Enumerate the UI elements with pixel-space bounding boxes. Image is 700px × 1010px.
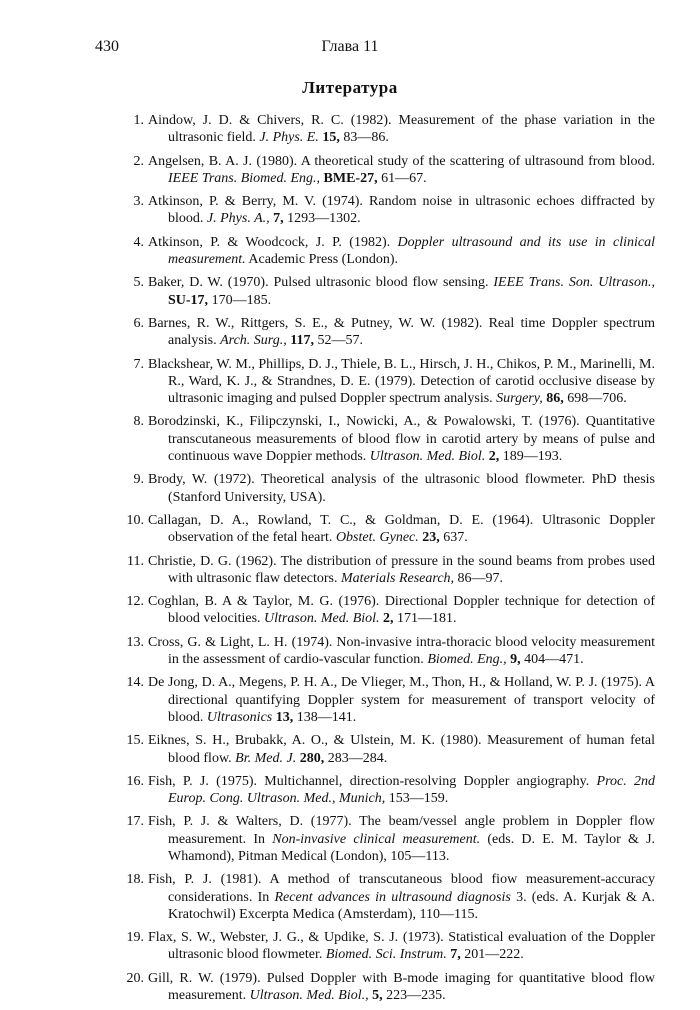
reference-item <box>95 274 655 309</box>
reference-text: Fish, P. J. (1975). Multichannel, direction-resolving Doppler angiography. <box>148 773 597 789</box>
reference-volume: 23, <box>418 530 440 546</box>
reference-text: Coghlan, B. A & Taylor, M. G. (1976). Directional Doppler technique for detection of blood velocities. <box>148 594 655 627</box>
reference-item <box>95 153 655 188</box>
reference-item <box>95 732 655 767</box>
reference-number: 7. <box>133 356 144 372</box>
reference-volume: 86, <box>542 391 564 407</box>
reference-item <box>95 193 655 228</box>
reference-item <box>95 512 655 547</box>
reference-item <box>95 813 655 865</box>
reference-pages: 637. <box>439 530 468 546</box>
reference-item <box>95 674 655 726</box>
reference-volume: 9, <box>506 652 521 668</box>
reference-pages: 404—471. <box>520 652 584 668</box>
reference-pages: 223—235. <box>382 988 446 1004</box>
reference-number: 6. <box>133 315 144 331</box>
reference-volume: 5, <box>368 988 383 1004</box>
reference-number: 4. <box>133 234 144 250</box>
reference-number: 16. <box>126 773 144 789</box>
reference-text: Callagan, D. A., Rowland, T. C., & Goldman, D. E. (1964). Ultrasonic Doppler observation of the fetal heart. <box>148 512 655 546</box>
reference-text: Atkinson, P. & Woodcock, J. P. (1982). <box>148 234 398 250</box>
reference-journal: Ultrason. Med. Biol., <box>249 988 369 1004</box>
reference-text: Cross, G. & Light, L. H. (1974). Non-invasive intra-thoracic blood velocity measurement in the assessment of cardio-vascular function. <box>148 634 655 668</box>
reference-text: Flax, S. W., Webster, J. G., & Updike, S. J. (1973). Statistical evaluation of the Doppler ultrasonic blood flowmeter. <box>148 930 655 963</box>
reference-journal: Br. Med. J. <box>235 750 297 766</box>
reference-item <box>95 315 655 350</box>
reference-volume: 13, <box>272 709 294 725</box>
reference-journal: Materials Research, <box>341 570 455 586</box>
reference-item <box>95 112 655 147</box>
reference-item <box>95 773 655 808</box>
reference-text: Brody, W. (1972). Theoretical analysis of the ultrasonic blood flowmeter. PhD thesis (Stanford University, USA). <box>148 472 655 505</box>
reference-item <box>95 970 655 1005</box>
reference-pages: 171—181. <box>393 611 457 627</box>
reference-number: 17. <box>126 814 144 830</box>
reference-volume: 15, <box>318 130 340 146</box>
reference-number: 12. <box>126 594 144 610</box>
reference-pages: 153—159. <box>385 791 449 807</box>
section-title: Литература <box>302 78 398 97</box>
reference-item <box>95 234 655 269</box>
reference-pages: 170—185. <box>208 292 272 308</box>
reference-item <box>95 871 655 923</box>
reference-item <box>95 471 655 506</box>
reference-number: 18. <box>126 872 144 888</box>
reference-volume: BME-27, <box>320 170 378 186</box>
reference-item <box>95 356 655 408</box>
reference-journal: Obstet. Gynec. <box>335 530 419 546</box>
reference-item <box>95 593 655 628</box>
reference-text: Blackshear, W. M., Phillips, D. J., Thiele, B. L., Hirsch, J. H., Chikos, P. M., Marinelli, M. R., Ward, K. J., & Strandnes, D. E. (1979). Detection of carotid occlusive disease by ultrasonic imaging and pulsed Doppler spectrum analysis. <box>148 356 655 407</box>
reference-journal: IEEE Trans. Son. Ultrason., <box>493 275 656 291</box>
reference-text: Barnes, R. W., Rittgers, S. E., & Putney, W. W. (1982). Real time Doppler spectrum analysis. <box>148 315 655 349</box>
reference-text: Aindow, J. D. & Chivers, R. C. (1982). Measurement of the phase variation in the ultrasonic field. <box>148 113 655 146</box>
reference-journal: Doppler ultrasound and its use in clinical measurement. <box>168 234 655 268</box>
reference-number: 15. <box>126 733 144 749</box>
reference-text: Atkinson, P. & Berry, M. V. (1974). Random noise in ultrasonic echoes diffracted by blood. <box>148 194 655 227</box>
reference-journal: IEEE Trans. Biomed. Eng., <box>168 170 321 186</box>
reference-pages: 201—222. <box>460 947 524 963</box>
reference-volume: 7, <box>269 211 284 227</box>
reference-journal: Ultrason. Med. Biol. <box>264 611 380 627</box>
reference-text: Christie, D. G. (1962). The distribution of pressure in the sound beams from probes used with ultrasonic flaw detectors. <box>148 553 655 586</box>
running-head: Глава 11 <box>321 38 379 55</box>
reference-pages: 52—57. <box>313 333 363 349</box>
reference-item <box>95 634 655 669</box>
reference-journal: Ultrasonics <box>206 709 273 725</box>
reference-journal: Biomed. Sci. Instrum. <box>325 947 447 963</box>
reference-pages: 189—193. <box>499 449 563 465</box>
reference-number: 8. <box>133 414 144 430</box>
reference-journal: Non-invasive clinical measurement. <box>272 831 481 847</box>
reference-item <box>95 413 655 465</box>
reference-number: 2. <box>133 153 144 169</box>
reference-pages: 86—97. <box>454 570 504 586</box>
reference-text: Angelsen, B. A. J. (1980). A theoretical study of the scattering of ultrasound from blood. <box>148 153 655 169</box>
reference-number: 10. <box>126 512 144 528</box>
reference-number: 5. <box>133 275 144 291</box>
reference-text: Fish, P. J. & Walters, D. (1977). The beam/vessel angle problem in Doppler flow measurement. In <box>148 814 655 847</box>
reference-text: Borodzinski, K., Filipczynski, I., Nowicki, A., & Powalowski, T. (1976). Quantitative transcutaneous measurements of blood flow in carotid artery by means of pulse and continuous wave Doppier methods. <box>148 414 655 465</box>
reference-pages: 83—86. <box>339 130 389 146</box>
reference-pages: 3. (eds. A. Kurjak & A. Kratochwil) Excerpta Medica (Amsterdam), 110—115. <box>168 889 656 922</box>
reference-journal: Recent advances in ultrasound diagnosis <box>274 889 511 905</box>
reference-journal: J. Phys. E. <box>259 130 319 146</box>
reference-number: 19. <box>126 930 144 946</box>
reference-pages: 283—284. <box>324 750 388 766</box>
reference-volume: 280, <box>296 750 325 766</box>
reference-number: 9. <box>133 472 144 488</box>
reference-volume: 2, <box>379 611 394 627</box>
reference-journal: Surgery, <box>496 391 543 407</box>
reference-number: 20. <box>126 970 144 986</box>
reference-pages: 138—141. <box>293 709 357 725</box>
reference-pages: 1293—1302. <box>283 211 361 227</box>
reference-volume: 117, <box>286 333 314 349</box>
reference-number: 14. <box>126 675 144 691</box>
reference-pages: 61—67. <box>377 170 427 186</box>
reference-number: 11. <box>127 553 144 569</box>
reference-volume: 2, <box>485 449 500 465</box>
reference-text: Gill, R. W. (1979). Pulsed Doppler with B-mode imaging for quantitative blood flow measurement. <box>148 970 655 1004</box>
reference-number: 13. <box>126 634 144 650</box>
reference-text: Fish, P. J. (1981). A method of transcutaneous blood fiow measurement-accuracy considerations. In <box>148 872 655 905</box>
reference-text: De Jong, D. A., Megens, P. H. A., De Vlieger, M., Thon, H., & Holland, W. P. J. (1975). A directional quantifying Doppler system for measurement of transport velocity of blood. <box>148 675 655 725</box>
reference-pages: 698—706. <box>563 391 627 407</box>
reference-list <box>95 112 655 1010</box>
reference-journal: Ultrason. Med. Biol. <box>369 449 486 465</box>
reference-journal: J. Phys. A., <box>206 211 270 227</box>
reference-volume: 7, <box>446 947 461 963</box>
reference-journal: Biomed. Eng., <box>427 652 507 668</box>
reference-text: Baker, D. W. (1970). Pulsed ultrasonic blood flow sensing. <box>148 275 494 291</box>
reference-number: 3. <box>133 194 144 210</box>
reference-number: 1. <box>133 113 144 128</box>
reference-journal: Proc. 2nd Europ. Cong. Ultrason. Med., Munich, <box>168 773 655 807</box>
reference-volume: SU-17, <box>168 292 209 308</box>
reference-item <box>95 553 655 588</box>
reference-pages: Academic Press (London). <box>245 252 399 268</box>
reference-journal: Arch. Surg., <box>220 333 287 349</box>
page-number: 430 <box>95 38 119 55</box>
reference-item <box>95 929 655 964</box>
reference-pages: (eds. D. E. M. Taylor & J. Whamond), Pitman Medical (London), 105—113. <box>168 831 656 864</box>
reference-text: Eiknes, S. H., Brubakk, A. O., & Ulstein, M. K. (1980). Measurement of human fetal blood flow. <box>148 733 655 766</box>
